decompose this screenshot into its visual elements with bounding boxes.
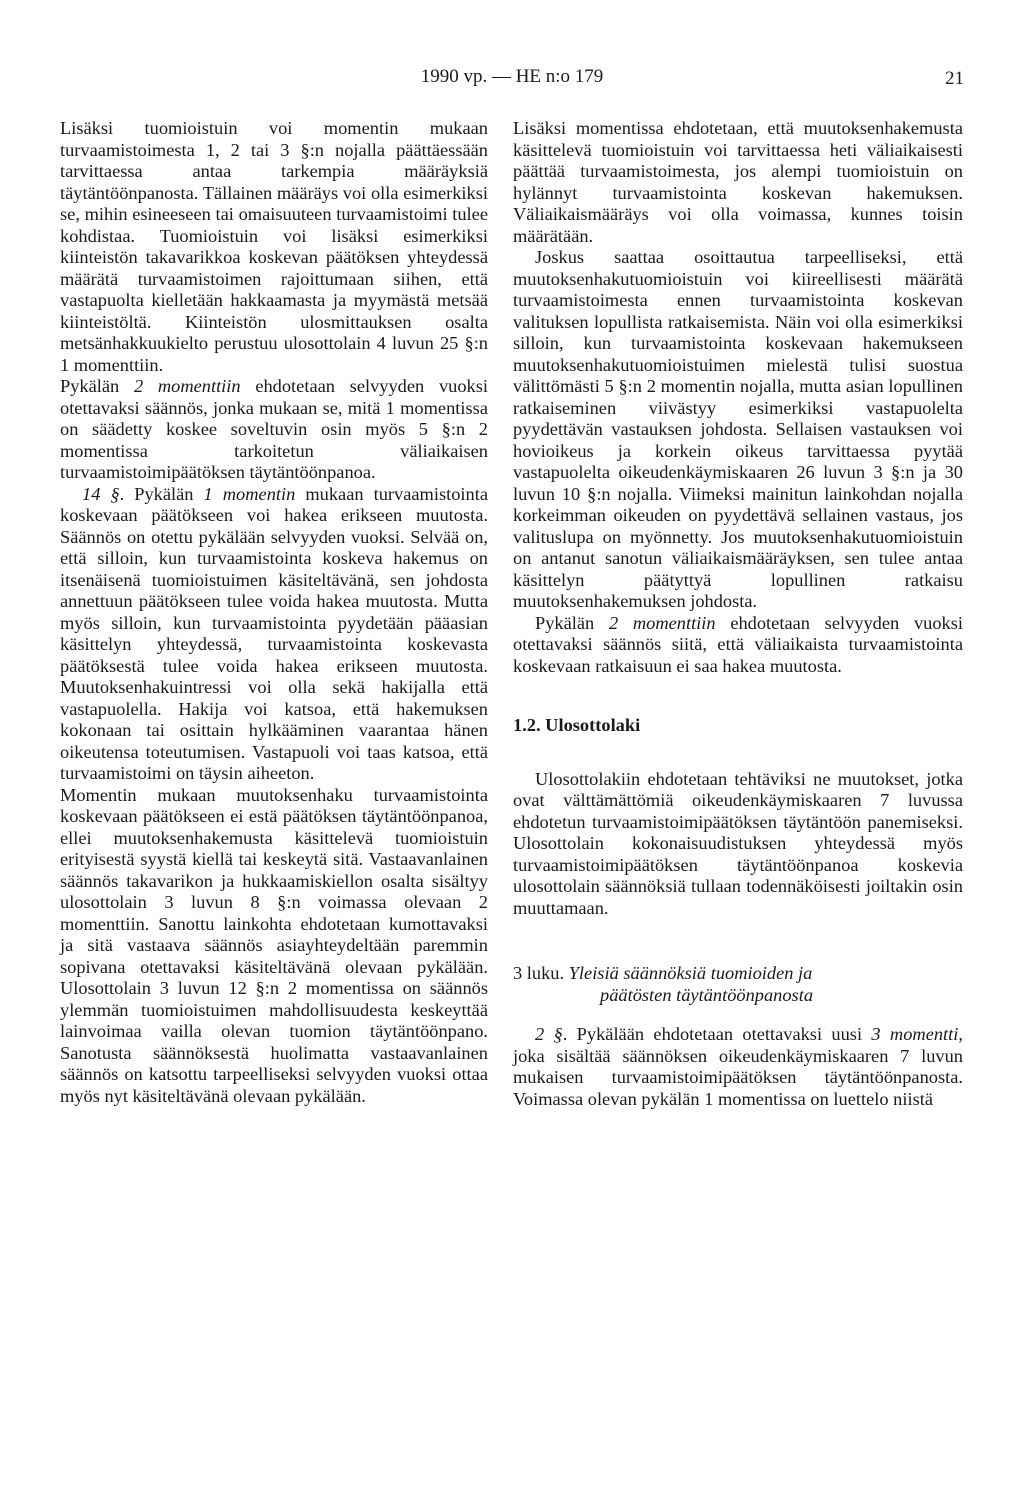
document-title: 1990 vp. — HE n:o 179 <box>420 66 604 87</box>
chapter-title-continued: päätösten täytäntöönpanosta <box>600 984 814 1005</box>
paragraph <box>513 118 963 247</box>
text-run: , joka sisältää säännöksen oikeudenkäymiskaaren 7 luvun mukaisen turvaamistoimipäätöksen täytäntöönpanosta. Voimassa olevan pykälän 1 momentissa on luettelo niistä <box>513 1024 963 1109</box>
section-number: 14 § <box>82 483 120 504</box>
text-run: . Pykälän <box>119 483 204 504</box>
paragraph <box>60 376 488 484</box>
paragraph-text: Lisäksi tuomioistuin voi momentin mukaan turvaamistoimesta 1, 2 tai 3 §:n nojalla päättäessään tarvittaessa antaa tarkempia määräyksiä täytäntöönpanosta. Tällainen määräys voi olla esimerkiksi se, mihin esineeseen tai omaisuuteen turvaamistoimi tulee kohdistaa. Tuomioistuin voi lisäksi esimerkiksi kiinteistön takavarikkoa koskevan päätöksen yhteydessä määrätä turvaamistoimen rajoittumaan siihen, että vastapuolta kielletään hakkaamasta ja myymästä metsää kiinteistöltä. Kiinteistön ulosmittauksen osalta metsänhakkuukielto perustuu ulosottolain 4 luvun 25 §:n 1 momenttiin. <box>60 118 488 375</box>
paragraph <box>513 613 963 678</box>
section-heading: 1.2. Ulosottolaki <box>513 715 641 735</box>
emphasis: 3 momentti <box>871 1024 959 1044</box>
paragraph-text: Lisäksi momentissa ehdotetaan, että muutoksenhakemusta käsittelevä tuomioistuin voi tarvittaessa heti väliaikaisesti päättää turvaamistoimesta, jos alempi tuomioistuin on hylännyt turvaamistointa koskevan hakemuksen. Väliaikaismääräys voi olla voimassa, kunnes toisin määrätään. <box>513 118 963 246</box>
text-run: Pykälän <box>535 612 609 633</box>
paragraph <box>60 118 488 376</box>
right-column <box>513 118 963 1110</box>
text-run: mukaan turvaamistointa koskevaan päätökseen voi hakea erikseen muutosta. Säännös on otettu pykälään selvyyden vuoksi. Selvää on, että silloin, kun turvaamistointa koskeva hakemus on itsenäisenä tuomioistuimen käsiteltävänä, sen johdosta annettuun päätökseen tulee voida hakea muutosta. Mutta myös silloin, kun turvaamistointa pyydetään pääasian käsittelyn yhteydessä, turvaamistointa koskevasta päätöksestä tulee voida hakea erikseen muutosta. Muutoksenhakuintressi voi olla sekä hakijalla että vastapuolella. Hakija voi katsoa, että hakemuksen kokonaan tai osittain hylkääminen vaarantaa hänen oikeutensa toteutumisen. Vastapuoli voi taas katsoa, että turvaamistoimi on täysin aiheeton. <box>60 483 488 783</box>
text-run: Pykälän <box>60 376 134 396</box>
text-run: . Pykälään ehdotetaan otettavaksi uusi <box>562 1024 872 1044</box>
page-number: 21 <box>945 68 964 89</box>
left-column <box>60 118 488 1107</box>
section-number: 2 § <box>535 1024 563 1044</box>
page-header <box>0 62 1024 92</box>
section-2-paragraph <box>513 1024 963 1110</box>
section-14-paragraph <box>60 484 488 785</box>
paragraph <box>513 769 963 920</box>
paragraph <box>513 247 963 613</box>
emphasis: 1 momentin <box>203 483 296 504</box>
text-run: ehdotetaan selvyyden vuoksi otettavaksi säännös siitä, että väliaikaista turvaamistointa koskevaan ratkaisuun ei saa hakea muutosta. <box>513 612 963 676</box>
chapter-heading <box>513 963 963 1006</box>
paragraph <box>60 785 488 1108</box>
paragraph-text: Joskus saattaa osoittautua tarpeelliseksi, että muutoksenhakutuomioistuin voi kiireellisesti määrätä turvaamistoimesta ennen turvaamistointa koskevan valituksen lopullista ratkaisemista. Näin voi olla esimerkiksi silloin, kun turvaamistointa koskevaan hakemukseen muutoksenhakutuomioistuimen mielestä tulisi suostua välittömästi 5 §:n 2 momentin nojalla, mutta asian lopullinen ratkaiseminen viivästyy esimerkiksi vastapuolelta pyydettävän vastauksen johdosta. Sellaisen vastauksen voi hovioikeus ja korkein oikeus tarvittaessa pyytää vastapuolelta oikeudenkäymiskaaren 26 luvun 3 §:n ja 30 luvun 10 §:n nojalla. Viimeksi mainitun lainkohdan nojalla korkeimman oikeuden on pyydettävä sellainen vastaus, jos valituslupa on myönnetty. Jos muutoksenhakutuomioistuin on antanut sanotun väliaikaismääräyksen, sen tulee antaa käsittelyn päätyttyä lopullinen ratkaisu muutoksenhakemuksen johdosta. <box>513 247 963 611</box>
emphasis: 2 momenttiin <box>608 612 716 633</box>
spacer <box>513 1006 963 1024</box>
paragraph-text: Momentin mukaan muutoksenhaku turvaamistointa koskevaan päätökseen ei estä päätöksen täytäntöönpanoa, ellei muutoksenhakemusta käsittelevä tuomioistuin erityisestä syystä kiellä tai keskeytä sitä. Vastaavanlainen säännös takavarikon ja hukkaamiskiellon osalta sisältyy ulosottolain 3 luvun 8 §:n voimassa olevaan 2 momenttiin. Sanottu lainkohta ehdotetaan kumottavaksi ja sitä vastaava säännös asiayhteydeltään paremmin sopivana otettavaksi käsiteltävänä olevaan pykälään. Ulosottolain 3 luvun 12 §:n 2 momentissa on säännös ylemmän tuomioistuimen mahdollisuudesta keskeyttää lainvoimaa vailla olevan tuomion täytäntöönpano. Sanotusta säännöksestä huolimatta vastaavanlainen säännös on katsottu tarpeelliseksi selvyyden vuoksi ottaa myös nyt käsiteltävänä olevaan pykälään. <box>60 784 488 1106</box>
text-run: ehdotetaan selvyyden vuoksi otettavaksi säännös, jonka mukaan se, mitä 1 momentissa on säädetty koskee soveltuvin osin myös 5 §:n 2 momentissa tarkoitetun väliaikaisen turvaamistoimipäätöksen täytäntöönpanoa. <box>60 376 488 482</box>
chapter-title: Yleisiä säännöksiä tuomioiden ja <box>568 963 813 983</box>
chapter-label: 3 luku. <box>513 963 569 983</box>
paragraph-text: Ulosottolakiin ehdotetaan tehtäviksi ne muutokset, jotka ovat välttämättömiä oikeudenkäymiskaaren 7 luvussa ehdotetun turvaamistoimipäätöksen täytäntöön panemiseksi. Ulosottolain kokonaisuudistuksen yhteydessä myös turvaamistoimipäätöksen täytäntöönpanoa koskevia ulosottolain säännöksiä tullaan todennäköisesti joiltakin osin muuttamaan. <box>513 768 963 918</box>
emphasis: 2 momenttiin <box>133 376 241 396</box>
